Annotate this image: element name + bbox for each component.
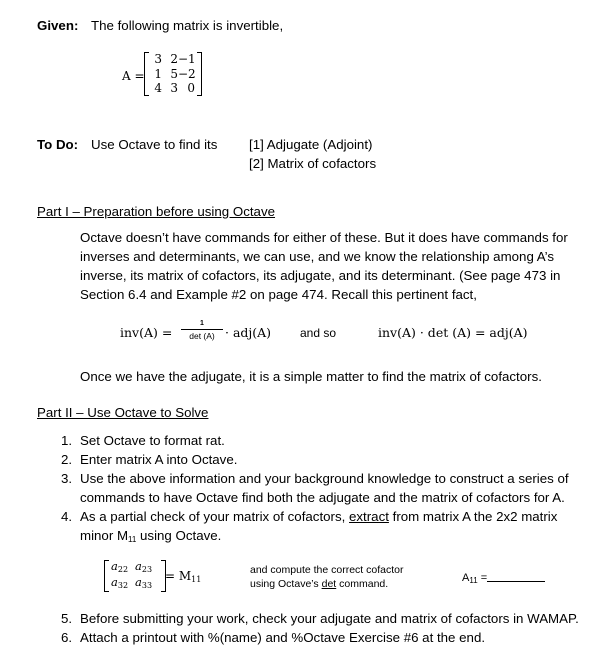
minor-label: minor M (80, 528, 129, 543)
step-number: 1. (61, 433, 73, 448)
minor-cell: $a_{23}$ (135, 559, 153, 574)
todo-label: To Do: (37, 137, 79, 152)
part1-heading: Part I – Preparation before using Octave (37, 204, 276, 219)
and-so-text: and so (300, 326, 337, 340)
step-number: 5. (61, 611, 73, 626)
step-text: Before submitting your work, check your adjugate and matrix of cofactors in WAMAP. (80, 611, 579, 626)
step-number: 6. (61, 630, 73, 645)
det-word: det (321, 578, 337, 590)
step-4-line-1 (80, 509, 557, 524)
matrix-cell: 2 (170, 52, 178, 66)
fraction-numerator: 1 (200, 320, 204, 327)
minor-cell: $a_{32}$ (111, 575, 129, 590)
step-number: 4. (61, 509, 73, 524)
minor-cell: $a_{22}$ (111, 559, 129, 574)
step-4-after: from matrix A the 2x2 matrix (392, 509, 558, 524)
equation-mid: · adj(A) (225, 325, 272, 340)
extract-word: extract (349, 509, 389, 524)
part1-para-line: inverse, its matrix of cofactors, its adjugate, and its determinant. (See page 473 in (80, 268, 561, 283)
equation-left: inv(A) = (120, 325, 173, 340)
matrix-cell: 5 (170, 66, 178, 81)
answer-equals: = (477, 572, 488, 584)
minor-matrix-cells (109, 560, 161, 592)
matrix-cell: 1 (154, 66, 162, 81)
part2-heading: Part II – Use Octave to Solve (37, 405, 209, 420)
cofactor-note-line-2: using Octave’s det command. (250, 578, 389, 590)
part1-para-line: Section 6.4 and Example #2 on page 474. Recall this pertinent fact, (80, 287, 477, 302)
todo-text: Use Octave to find its (91, 137, 218, 152)
step-text: Attach a printout with %(name) and %Octave Exercise #6 at the end. (80, 630, 486, 645)
matrix-cell: 3 (170, 81, 178, 95)
answer-subscript: 11 (469, 576, 478, 585)
matrix-a (144, 52, 202, 96)
step-4-before: As a partial check of your matrix of cofactors, (80, 509, 346, 524)
part1-para-line: inverses and determinants, we can use, and we know the relationship among A’s (80, 249, 555, 264)
step-number: 2. (61, 452, 73, 467)
step-text: Use the above information and your background knowledge to construct a series of (80, 471, 569, 486)
minor-equals: = $M_{11}$ (165, 569, 202, 584)
fraction-bar (181, 329, 223, 330)
matrix-a-name: A = (122, 69, 145, 83)
fraction-denominator: det (A) (189, 331, 215, 341)
cofactor-note-line-1: and compute the correct cofactor (250, 564, 404, 576)
matrix-cell: 0 (187, 81, 195, 95)
minor-cell: $a_{33}$ (135, 575, 153, 590)
matrix-a-cells (149, 52, 197, 96)
answer-label: A (462, 572, 470, 584)
right-bracket (197, 52, 202, 96)
step-text: Enter matrix A into Octave. (80, 452, 238, 467)
minor-subscript: 11 (128, 535, 137, 544)
step-text: commands to have Octave find both the adjugate and the matrix of cofactors for A. (80, 490, 565, 505)
todo-item-1: [1] Adjugate (Adjoint) (249, 137, 373, 152)
equation-right: inv(A) · det (A) = adj(A) (378, 325, 528, 340)
minor-suffix: using Octave. (136, 528, 222, 543)
matrix-cell: −2 (178, 66, 196, 81)
matrix-cell: 4 (154, 81, 162, 95)
answer-line (462, 571, 545, 585)
matrix-cell: 3 (154, 52, 162, 66)
step-4-line-2 (80, 528, 221, 544)
part1-para-line: Octave doesn’t have commands for either of these. But it does have commands for (80, 230, 568, 245)
step-number: 3. (61, 471, 73, 486)
fraction (181, 320, 223, 341)
matrix-cell: −1 (178, 52, 196, 66)
answer-blank (487, 571, 545, 582)
step-text: Set Octave to format rat. (80, 433, 225, 448)
todo-item-2: [2] Matrix of cofactors (249, 156, 377, 171)
given-text: The following matrix is invertible, (91, 18, 284, 33)
minor-matrix (104, 560, 166, 592)
given-label: Given: (37, 18, 79, 33)
part1-closing: Once we have the adjugate, it is a simple matter to find the matrix of cofactors. (80, 369, 542, 384)
